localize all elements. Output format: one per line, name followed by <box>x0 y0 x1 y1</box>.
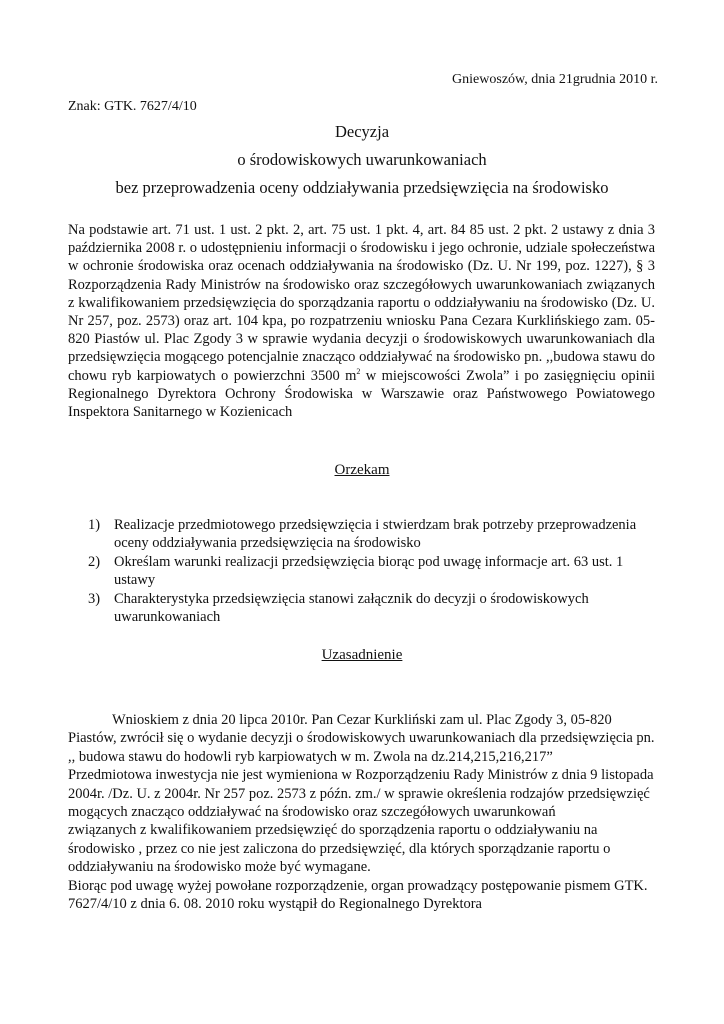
decision-number: 3) <box>88 590 101 607</box>
justification-paragraph-4: Biorąc pod uwagę wyżej powołane rozporządzenie, organ prowadzący postępowanie pismem GTK. 7627/4/10 z dnia 6. 08. 2010 roku wystąpił do Regionalnego Dyrektora <box>68 877 648 913</box>
justification-paragraph-3: związanych z kwalifikowaniem przedsięwzięć do sporządzenia raportu o oddziaływaniu na środowisko , przez co nie jest zaliczona do przedsięwzięć, dla których sporządzanie raportu o oddziaływaniu na środowisko może być wymagane. <box>68 822 611 876</box>
uzasadnienie-heading: Uzasadnienie <box>321 647 403 663</box>
decision-text: Realizacje przedmiotowego przedsięwzięcia i stwierdzam brak potrzeby przeprowadzenia oceny oddziaływania przedsięwzięcia na środowisko <box>114 517 637 552</box>
decision-number: 1) <box>88 517 101 533</box>
title-line-1: Decyzja <box>334 122 390 141</box>
title-line-2: o środowiskowych uwarunkowaniach <box>237 150 487 169</box>
title-line-3: bez przeprowadzenia oceny oddziaływania przedsięwzięcia na środowisko <box>115 178 609 197</box>
reference-number: Znak: GTK. 7627/4/10 <box>68 99 197 114</box>
decision-text: Określam warunki realizacji przedsięwzięcia biorąc pod uwagę informacje art. 63 ust. 1 ustawy <box>114 553 624 589</box>
orzekam-heading: Orzekam <box>334 462 390 478</box>
decision-list <box>88 516 648 626</box>
legal-basis-text-1: Na podstawie art. 71 ust. 1 ust. 2 pkt. 2, art. 75 ust. 1 pkt. 4, art. 84 85 ust. 2 pkt. 2 ustawy z dnia 3 października 2008 r. o udostępnieniu informacji o środowisku i jego ochronie, udziale społeczeństwa w ochronie środowiska oraz ocenach oddziaływania na środowisko (Dz. U. Nr 199, poz. 1227), § 3 Rozporządzenia Rady Ministrów na środowisko oraz szczegółowych uwarunkowaniach związanych z kwalifikowaniem przedsięwzięcia do sporządzania raportu o oddziaływaniu na środowisko (Dz. U. Nr 257, poz. 2573) oraz art. 104 kpa, po rozpatrzeniu wniosku Pana Cezara Kurklińskiego zam. 05-820 Piastów ul. Plac Zgody 3 w sprawie wydania decyzji o środowiskowych uwarunkowaniach dla przedsięwzięcia mogącego potencjalnie znacząco oddziaływać na środowisko pn. ,,budowa stawu do chowu ryb karpiowatych o powierzchni 3500 m <box>68 222 655 384</box>
legal-basis-paragraph <box>68 221 655 421</box>
document-title <box>0 118 724 202</box>
place-date: Gniewoszów, dnia 21grudnia 2010 r. <box>452 72 658 87</box>
legal-basis-text-2: w miejscowości Zwola” i po zasięgnięciu opinii Regionalnego Dyrektora Ochrony Środowiska w Warszawie oraz Państwowego Powiatowego Inspektora Sanitarnego w Kozienicach <box>68 367 655 421</box>
justification-section <box>68 711 658 913</box>
justification-paragraph-1: Wnioskiem z dnia 20 lipca 2010r. Pan Cezar Kurkliński zam ul. Plac Zgody 3, 05-820 Piastów, zwrócił się o wydanie decyzji o środowiskowych uwarunkowaniach dla przedsięwzięcia pn. ,, budowa stawu do hodowli ryb karpiowatych w m. Zwola na dz.214,215,216,217” <box>68 712 655 765</box>
decision-item <box>88 553 648 590</box>
decision-text: Charakterystyka przedsięwzięcia stanowi załącznik do decyzji o środowiskowych uwarunkowaniach <box>114 590 589 626</box>
decision-number: 2) <box>88 553 101 570</box>
decision-item <box>88 590 648 627</box>
legal-basis-superscript: 2 <box>356 366 361 376</box>
justification-paragraph-2: Przedmiotowa inwestycja nie jest wymieniona w Rozporządzeniu Rady Ministrów z dnia 9 listopada 2004r. /Dz. U. z 2004r. Nr 257 poz. 2573 z późn. zm./ w sprawie określenia rodzajów przedsięwzięć mogących znacząco oddziaływać na środowisko oraz szczegółowych uwarunkowań <box>68 767 654 821</box>
decision-item <box>88 516 648 553</box>
